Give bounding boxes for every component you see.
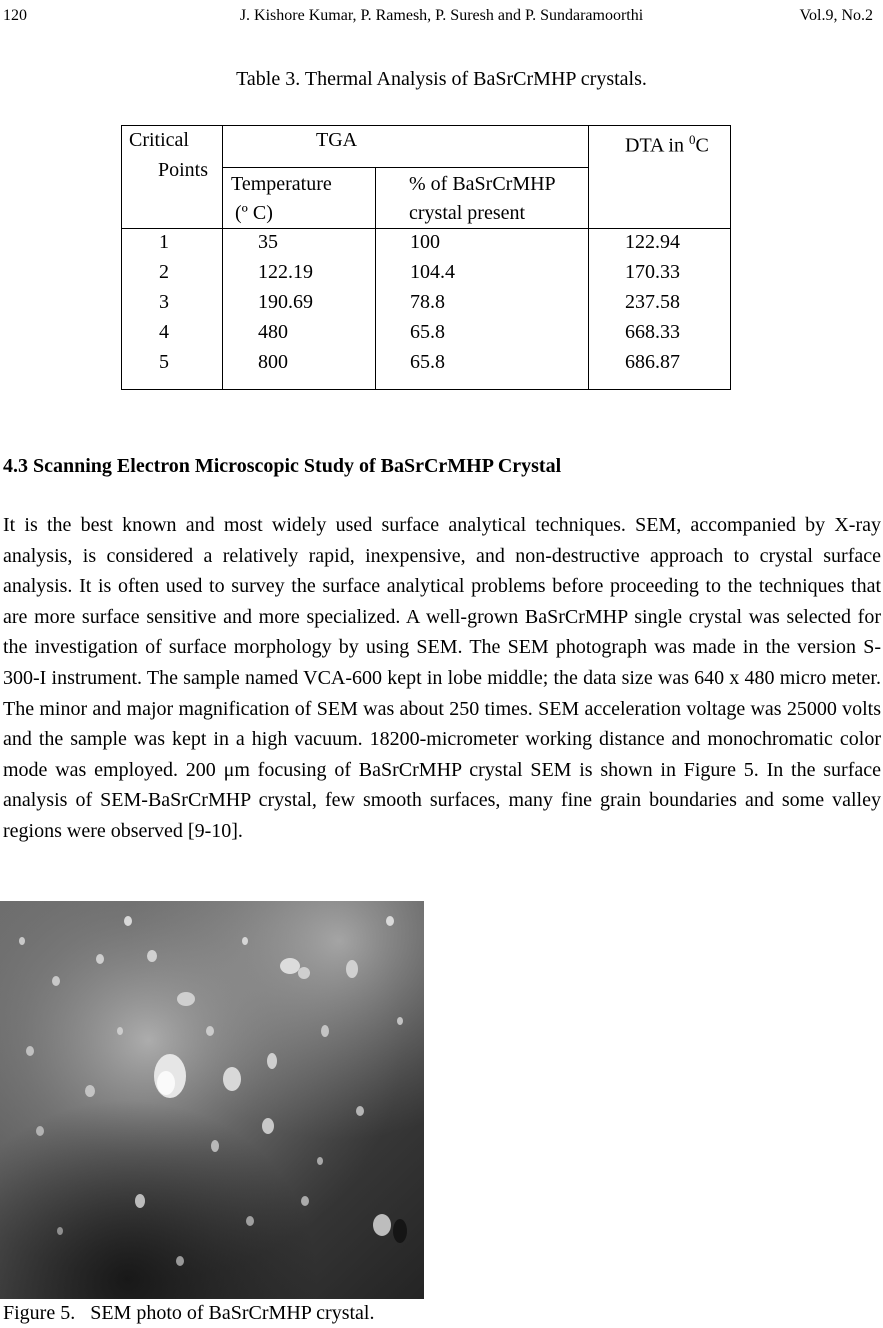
table-cell-temperature: 35: [258, 231, 278, 253]
table-cell-temperature: 800: [258, 351, 288, 373]
table-border-right: [730, 125, 731, 390]
table-cell-percent: 100: [410, 231, 440, 253]
table-cell-dta: 237.58: [625, 291, 680, 313]
table-tga-separator: [222, 167, 589, 168]
table-caption: Table 3. Thermal Analysis of BaSrCrMHP crystals.: [236, 68, 647, 90]
header-percent-line1: % of BaSrCrMHP: [409, 173, 556, 195]
page-number: 120: [3, 7, 27, 24]
table-cell-percent: 65.8: [410, 351, 445, 373]
header-percent-line2: crystal present: [409, 202, 526, 224]
figure-caption: Figure 5. SEM photo of BaSrCrMHP crystal.: [3, 1302, 375, 1324]
table-column-divider-3: [588, 125, 589, 390]
table-column-divider-1: [222, 125, 223, 390]
table-cell-temperature: 122.19: [258, 261, 313, 283]
header-dta: DTA in $^0$C: [625, 132, 709, 157]
header-critical-line1: Critical: [129, 129, 189, 151]
header-temperature-line2: (º C): [235, 202, 273, 224]
table-cell-percent: 65.8: [410, 321, 445, 343]
body-paragraph: It is the best known and most widely used surface analytical techniques. SEM, accompanied by X-ray analysis, is considered a relatively rapid, inexpensive, and non-destructive approach to crystal surface analysis. It is often used to survey the surface analytical problems before proceeding to the techniques that are more surface sensitive and more specialized. A well-grown BaSrCrMHP single crystal was selected for the investigation of surface morphology by using SEM. The SEM photograph was made in the version S-300-I instrument. The sample named VCA-600 kept in lobe middle; the data size was 640 x 480 micro meter. The minor and major magnification of SEM was about 250 times. SEM acceleration voltage was 25000 volts and the sample was kept in a high vacuum. 18200-micrometer working distance and monochromatic color mode was employed. 200 μm focusing of BaSrCrMHP crystal SEM is shown in Figure 5. In the surface analysis of SEM-BaSrCrMHP crystal, few smooth surfaces, many fine grain boundaries and some valley regions were observed [9-10].: [3, 514, 881, 842]
table-header-separator: [121, 228, 731, 229]
table-cell-point: 4: [159, 321, 169, 343]
table-cell-dta: 170.33: [625, 261, 680, 283]
header-tga: TGA: [316, 129, 358, 151]
table-cell-dta: 686.87: [625, 351, 680, 373]
table-cell-temperature: 190.69: [258, 291, 313, 313]
thermal-analysis-table: [121, 125, 731, 390]
sem-shadow: [0, 901, 424, 1299]
table-cell-percent: 104.4: [410, 261, 455, 283]
table-cell-point: 1: [159, 231, 169, 253]
section-heading: 4.3 Scanning Electron Microscopic Study of BaSrCrMHP Crystal: [3, 455, 562, 477]
header-dta-superscript: 0: [688, 132, 696, 147]
table-cell-point: 5: [159, 351, 169, 373]
table-cell-point: 3: [159, 291, 169, 313]
running-header-authors: J. Kishore Kumar, P. Ramesh, P. Suresh and P. Sundaramoorthi: [239, 7, 644, 24]
header-critical-line2: Points: [158, 159, 209, 181]
table-cell-point: 2: [159, 261, 169, 283]
table-border-left: [121, 125, 122, 390]
table-cell-temperature: 480: [258, 321, 288, 343]
header-temperature-line1: Temperature: [231, 173, 332, 195]
volume-label: Vol.9, No.2: [799, 7, 873, 24]
table-cell-dta: 668.33: [625, 321, 680, 343]
table-cell-percent: 78.8: [410, 291, 445, 313]
table-border-bottom: [121, 389, 731, 390]
sem-photo: [0, 901, 424, 1299]
table-column-divider-2: [375, 167, 376, 390]
table-cell-dta: 122.94: [625, 231, 680, 253]
